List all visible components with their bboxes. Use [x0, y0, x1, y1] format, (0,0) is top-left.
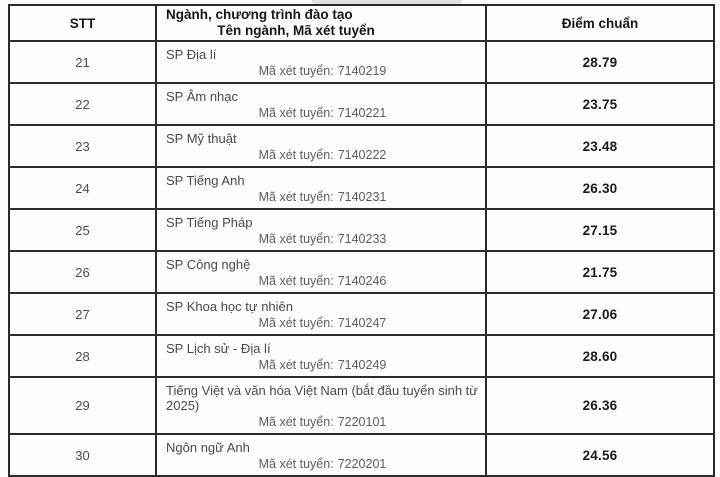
major-name: SP Địa lí	[166, 47, 217, 62]
code-value: 7140249	[337, 358, 387, 372]
code-label: Mã xét tuyển:	[258, 232, 334, 246]
major-name: SP Mỹ thuật	[166, 131, 237, 146]
stt-cell: 22	[9, 83, 156, 125]
admission-code	[166, 316, 479, 331]
code-label: Mã xét tuyển:	[258, 316, 334, 330]
score-cell: 23.75	[486, 83, 714, 125]
major-cell	[156, 251, 486, 293]
admission-code	[166, 415, 479, 430]
major-cell	[156, 83, 486, 125]
header-major-line1: Ngành, chương trình đào tạo	[166, 7, 353, 22]
code-label: Mã xét tuyển:	[258, 64, 334, 78]
score-cell: 26.36	[486, 377, 714, 434]
major-cell	[156, 335, 486, 377]
code-label: Mã xét tuyển:	[258, 457, 334, 471]
code-value: 7140231	[337, 190, 387, 204]
table-row	[9, 209, 714, 251]
code-label: Mã xét tuyển:	[258, 415, 334, 429]
code-label: Mã xét tuyển:	[258, 274, 334, 288]
admission-code	[166, 232, 479, 247]
code-label: Mã xét tuyển:	[258, 148, 334, 162]
code-value: 7140233	[337, 232, 387, 246]
table-row	[9, 434, 714, 476]
code-value: 7140247	[337, 316, 387, 330]
major-cell	[156, 293, 486, 335]
major-cell	[156, 377, 486, 434]
major-name: SP Công nghệ	[166, 257, 251, 272]
score-cell: 28.79	[486, 41, 714, 83]
admission-code	[166, 457, 479, 472]
stt-cell: 24	[9, 167, 156, 209]
stt-cell: 23	[9, 125, 156, 167]
header-major	[156, 5, 486, 41]
major-name: SP Khoa học tự nhiên	[166, 299, 293, 314]
major-cell	[156, 167, 486, 209]
admission-code	[166, 358, 479, 373]
major-name: Tiếng Việt và văn hóa Việt Nam (bắt đầu tuyển sinh từ 2025)	[166, 383, 478, 413]
table-row	[9, 251, 714, 293]
code-value: 7220201	[337, 457, 387, 471]
major-name: Ngôn ngữ Anh	[166, 440, 250, 455]
code-label: Mã xét tuyển:	[258, 190, 334, 204]
score-cell: 27.15	[486, 209, 714, 251]
code-value: 7140246	[337, 274, 387, 288]
stt-cell: 25	[9, 209, 156, 251]
score-cell: 27.06	[486, 293, 714, 335]
admission-code	[166, 274, 479, 289]
stt-cell: 30	[9, 434, 156, 476]
table-row	[9, 167, 714, 209]
stt-cell: 27	[9, 293, 156, 335]
major-name: SP Tiếng Pháp	[166, 215, 253, 230]
admission-code	[166, 106, 479, 121]
score-cell: 21.75	[486, 251, 714, 293]
table-row	[9, 293, 714, 335]
table-row	[9, 377, 714, 434]
header-score: Điểm chuẩn	[486, 5, 714, 41]
table-row	[9, 41, 714, 83]
table-row	[9, 335, 714, 377]
major-cell	[156, 434, 486, 476]
score-cell: 26.30	[486, 167, 714, 209]
header-major-line2: Tên ngành, Mã xét tuyển	[217, 23, 375, 38]
admission-code	[166, 64, 479, 79]
score-cell: 28.60	[486, 335, 714, 377]
score-cell: 24.56	[486, 434, 714, 476]
admission-score-table	[8, 4, 715, 477]
code-value: 7220101	[337, 415, 387, 429]
major-name: SP Lịch sử - Địa lí	[166, 341, 271, 356]
table-row	[9, 125, 714, 167]
major-cell	[156, 41, 486, 83]
code-label: Mã xét tuyển:	[258, 106, 334, 120]
score-cell: 23.48	[486, 125, 714, 167]
code-value: 7140219	[337, 64, 387, 78]
header-stt: STT	[9, 5, 156, 41]
stt-cell: 26	[9, 251, 156, 293]
code-label: Mã xét tuyển:	[258, 358, 334, 372]
major-name: SP Tiếng Anh	[166, 173, 245, 188]
major-cell	[156, 209, 486, 251]
major-cell	[156, 125, 486, 167]
admission-code	[166, 148, 479, 163]
table-row	[9, 83, 714, 125]
table-header-row	[9, 5, 714, 41]
stt-cell: 29	[9, 377, 156, 434]
code-value: 7140221	[337, 106, 387, 120]
stt-cell: 28	[9, 335, 156, 377]
major-name: SP Âm nhạc	[166, 89, 239, 104]
code-value: 7140222	[337, 148, 387, 162]
stt-cell: 21	[9, 41, 156, 83]
admission-code	[166, 190, 479, 205]
